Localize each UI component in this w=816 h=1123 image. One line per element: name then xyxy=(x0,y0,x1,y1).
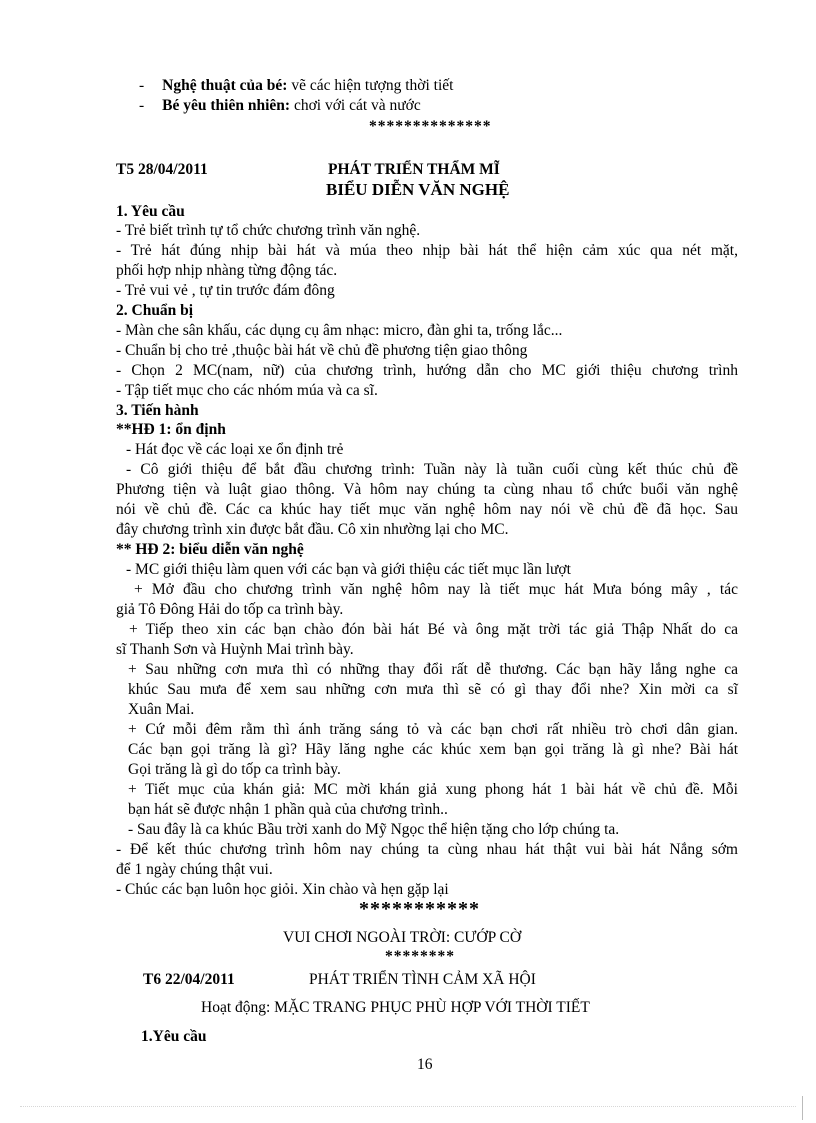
requirement-line: - Trẻ biết trình tự tổ chức chương trình văn nghệ. xyxy=(116,222,421,239)
activity-line: Phương tiện và luật giao thông. Và hôm nay chúng ta cùng nhau tổ chức buổi văn nghệ xyxy=(116,481,738,498)
activity-line: + Tiết mục của khán giả: MC mời khán giả xung phong hát 1 bài hát về chủ đề. Mỗi xyxy=(128,781,738,798)
intro-item-art: - Nghệ thuật của bé: vẽ các hiện tượng thời tiết xyxy=(139,77,454,94)
activity-line: + Sau những cơn mưa thì có những thay đổi rất dễ thương. Các bạn hãy lắng nghe ca xyxy=(128,661,738,678)
activity-line: sĩ Thanh Sơn và Huỳnh Mai trình bày. xyxy=(116,641,354,658)
page-number: 16 xyxy=(417,1056,433,1073)
heading-requirements: 1.Yêu cầu xyxy=(141,1028,207,1045)
separator-stars: *********** xyxy=(359,898,480,920)
heading-requirements: 1. Yêu cầu xyxy=(116,203,185,220)
preparation-line: - Chọn 2 MC(nam, nữ) của chương trình, hướng dẫn cho MC giới thiệu chương trình xyxy=(116,362,738,379)
section-date: T6 22/04/2011 xyxy=(143,971,235,988)
requirement-line: phối hợp nhịp nhàng từng động tác. xyxy=(116,262,338,279)
preparation-line: - Màn che sân khấu, các dụng cụ âm nhạc: micro, đàn ghi ta, trống lắc... xyxy=(116,322,563,339)
section-date: T5 28/04/2011 xyxy=(116,161,208,178)
activity-2-heading: ** HĐ 2: biểu diễn văn nghệ xyxy=(116,541,304,558)
page-bottom-rule xyxy=(20,1106,796,1107)
preparation-line: - Tập tiết mục cho các nhóm múa và ca sĩ. xyxy=(116,382,378,399)
activity-line: - Cô giới thiệu để bắt đầu chương trình: Tuần này là tuần cuối cùng kết thúc chủ đề xyxy=(126,461,738,478)
activity-line: - Để kết thúc chương trình hôm nay chúng ta cùng nhau hát thật vui bài hát Nắng sớm xyxy=(116,841,738,858)
heading-preparation: 2. Chuẩn bị xyxy=(116,302,194,319)
outdoor-play-title: VUI CHƠI NGOÀI TRỜI: CƯỚP CỜ xyxy=(283,929,522,946)
separator-stars: ******** xyxy=(385,948,455,965)
activity-line: Gọi trăng là gì do tốp ca trình bày. xyxy=(128,761,341,778)
activity-line: giả Tô Đông Hải do tốp ca trình bày. xyxy=(116,601,344,618)
section-title: BIỂU DIỄN VĂN NGHỆ xyxy=(326,180,510,199)
activity-line: - Sau đây là ca khúc Bầu trời xanh do Mỹ Ngọc thể hiện tặng cho lớp chúng ta. xyxy=(128,821,620,838)
activity-line: + Mở đầu cho chương trình văn nghệ hôm nay là tiết mục hát Mưa bóng mây , tác xyxy=(134,581,738,598)
section-subject: PHÁT TRIỂN TÌNH CẢM XÃ HỘI xyxy=(309,971,536,988)
activity-line: - Hát đọc về các loại xe ổn định trẻ xyxy=(126,441,344,458)
separator-stars: ************** xyxy=(369,118,492,135)
activity-line: Xuân Mai. xyxy=(128,701,195,718)
preparation-line: - Chuẩn bị cho trẻ ,thuộc bài hát về chủ đề phương tiện giao thông xyxy=(116,342,528,359)
requirement-line: - Trẻ vui vẻ , tự tin trước đám đông xyxy=(116,282,335,299)
activity-line: - Chúc các bạn luôn học giỏi. Xin chào và hẹn gặp lại xyxy=(116,881,449,898)
activity-title: Hoạt động: MẶC TRANG PHỤC PHÙ HỢP VỚI THỜI TIẾT xyxy=(201,999,590,1016)
section-subject: PHÁT TRIỂN THẨM MĨ xyxy=(328,161,500,178)
activity-1-heading: **HĐ 1: ổn định xyxy=(116,421,226,438)
heading-procedure: 3. Tiến hành xyxy=(116,402,199,419)
activity-line: khúc Sau mưa để xem sau những cơn mưa thì sẽ có gì thay đổi nhe? Xin mời ca sĩ xyxy=(128,681,738,698)
activity-line: - MC giới thiệu làm quen với các bạn và giới thiệu các tiết mục lần lượt xyxy=(126,561,571,578)
activity-line: + Cứ mỗi đêm rằm thì ánh trăng sáng tỏ và các bạn chơi rất nhiều trò chơi dân gian. xyxy=(128,721,738,738)
activity-line: để 1 ngày chúng thật vui. xyxy=(116,861,273,878)
activity-line: bạn hát sẽ được nhận 1 phần quà của chương trình.. xyxy=(128,801,448,818)
activity-line: đây chương trình xin được bắt đầu. Cô xin nhường lại cho MC. xyxy=(116,521,509,538)
activity-line: nói về chủ đề. Các ca khúc hay tiết mục văn nghệ hôm nay nói về chủ đề đã học. Sau xyxy=(116,501,738,518)
page-corner-mark xyxy=(802,1096,809,1120)
activity-line: Các bạn gọi trăng là gì? Hãy lăng nghe các khúc xem bạn gọi trăng là gì nhe? Bài hát xyxy=(128,741,738,758)
activity-line: + Tiếp theo xin các bạn chào đón bài hát Bé và ông mặt trời tác giả Thập Nhất do ca xyxy=(129,621,738,638)
requirement-line: - Trẻ hát đúng nhịp bài hát và múa theo nhịp bài hát thể hiện cảm xúc qua nét mặt, xyxy=(116,242,738,259)
intro-item-nature: - Bé yêu thiên nhiên: chơi với cát và nước xyxy=(139,97,421,114)
